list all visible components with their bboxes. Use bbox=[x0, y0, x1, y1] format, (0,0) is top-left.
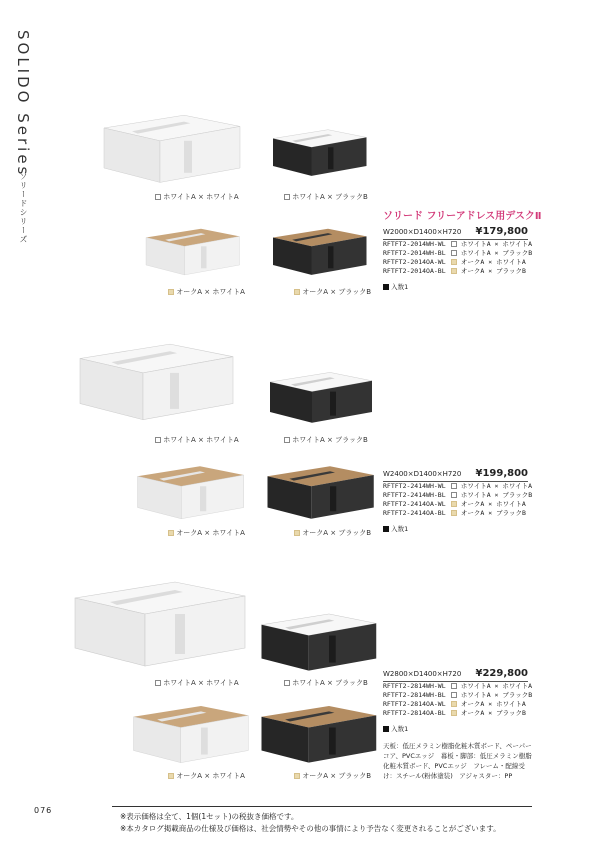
oak-swatch-icon bbox=[294, 773, 300, 779]
desk-image-2400-white-black bbox=[258, 368, 378, 432]
white-swatch-icon bbox=[284, 680, 290, 686]
caption-white-black: ホワイトA × ブラックB bbox=[284, 678, 368, 688]
caption-oak-black: オークA × ブラックB bbox=[294, 287, 371, 297]
spec-row: RFTFT2-2014WH-BL ホワイトA × ブラックB bbox=[383, 249, 533, 257]
product-title: ソリード フリーアドレス用デスクⅡ bbox=[383, 211, 542, 222]
spec-row: RFTFT2-2014OA-WL オークA × ホワイトA bbox=[383, 258, 526, 266]
desk-image-2800-white-black bbox=[248, 610, 383, 680]
white-swatch-icon bbox=[155, 194, 161, 200]
spec-block-2400 bbox=[383, 468, 533, 533]
caption-oak-black: オークA × ブラックB bbox=[294, 771, 371, 781]
spec-row: RFTFT2-2814OA-BL オークA × ブラックB bbox=[383, 709, 526, 717]
spec-price: ¥229,800 bbox=[475, 668, 528, 679]
spec-row: RFTFT2-2014WH-WL ホワイトA × ホワイトA bbox=[383, 240, 533, 248]
oak-swatch-icon bbox=[168, 530, 174, 536]
spec-row: RFTFT2-2414WH-WL ホワイトA × ホワイトA bbox=[383, 482, 533, 490]
caption-white-white: ホワイトA × ホワイトA bbox=[155, 435, 239, 445]
spec-row: RFTFT2-2814OA-WL オークA × ホワイトA bbox=[383, 700, 526, 708]
series-title: SOLIDO Series bbox=[14, 30, 32, 178]
caption-oak-black: オークA × ブラックB bbox=[294, 528, 371, 538]
desk-image-2400-oak-white bbox=[125, 462, 250, 528]
desk-image-2000-white-black bbox=[262, 125, 372, 185]
footer-divider bbox=[112, 806, 532, 807]
spec-row: RFTFT2-2414OA-WL オークA × ホワイトA bbox=[383, 500, 526, 508]
footer-notes bbox=[120, 811, 501, 835]
desk-image-2400-white-white bbox=[62, 338, 242, 433]
caption-white-white: ホワイトA × ホワイトA bbox=[155, 678, 239, 688]
spec-note: 入数1 bbox=[383, 524, 528, 533]
spec-block-2000 bbox=[383, 226, 533, 291]
oak-swatch-icon bbox=[168, 773, 174, 779]
spec-block-2800 bbox=[383, 668, 533, 733]
spec-row: RFTFT2-2414WH-BL ホワイトA × ブラックB bbox=[383, 491, 533, 499]
caption-white-white: ホワイトA × ホワイトA bbox=[155, 192, 239, 202]
spec-price: ¥199,800 bbox=[475, 468, 528, 479]
white-swatch-icon bbox=[284, 437, 290, 443]
caption-oak-white: オークA × ホワイトA bbox=[168, 528, 245, 538]
desk-image-2800-oak-black bbox=[248, 702, 383, 772]
desk-image-2000-oak-white bbox=[135, 224, 245, 284]
desk-image-2000-oak-black bbox=[262, 224, 372, 284]
spec-size: W2800×D1400×H720 bbox=[383, 670, 462, 678]
desk-image-2800-white-white bbox=[55, 578, 255, 678]
page-number: 076 bbox=[34, 806, 53, 815]
desk-image-2000-white-white bbox=[88, 112, 248, 192]
footer-note: ※本カタログ掲載商品の仕様及び価格は、社会情勢やその他の事情により予告なく変更されることがございます。 bbox=[120, 824, 501, 833]
oak-swatch-icon bbox=[294, 289, 300, 295]
spec-row: RFTFT2-2414OA-BL オークA × ブラックB bbox=[383, 509, 526, 517]
white-swatch-icon bbox=[155, 437, 161, 443]
spec-row: RFTFT2-2814WH-WL ホワイトA × ホワイトA bbox=[383, 682, 533, 690]
spec-size: W2400×D1400×H720 bbox=[383, 470, 462, 478]
spec-note: 入数1 bbox=[383, 724, 528, 733]
spec-note: 入数1 bbox=[383, 282, 528, 291]
spec-size: W2000×D1400×H720 bbox=[383, 228, 462, 236]
white-swatch-icon bbox=[155, 680, 161, 686]
caption-white-black: ホワイトA × ブラックB bbox=[284, 192, 368, 202]
white-swatch-icon bbox=[284, 194, 290, 200]
desk-image-2400-oak-black bbox=[255, 462, 380, 528]
spec-row: RFTFT2-2814WH-BL ホワイトA × ブラックB bbox=[383, 691, 533, 699]
desk-image-2800-oak-white bbox=[120, 702, 255, 772]
spec-price: ¥179,800 bbox=[475, 226, 528, 237]
oak-swatch-icon bbox=[168, 289, 174, 295]
footer-note: ※表示価格は全て、1個(1セット)の税抜き価格です。 bbox=[120, 812, 299, 821]
oak-swatch-icon bbox=[294, 530, 300, 536]
materials-text: 天板：低圧メラミン樹脂化粧木質ボード、ペーパーコア、PVCエッジ 幕板・脚部：低圧メラミン樹脂化粧木質ボード、PVCエッジ フレーム・配線受け：スチール(粉体塗装) アジャスター：PP bbox=[383, 742, 532, 780]
caption-white-black: ホワイトA × ブラックB bbox=[284, 435, 368, 445]
series-subtitle: ソリードシリーズ bbox=[19, 172, 28, 244]
caption-oak-white: オークA × ホワイトA bbox=[168, 771, 245, 781]
spec-row: RFTFT2-2014OA-BL オークA × ブラックB bbox=[383, 267, 526, 275]
caption-oak-white: オークA × ホワイトA bbox=[168, 287, 245, 297]
